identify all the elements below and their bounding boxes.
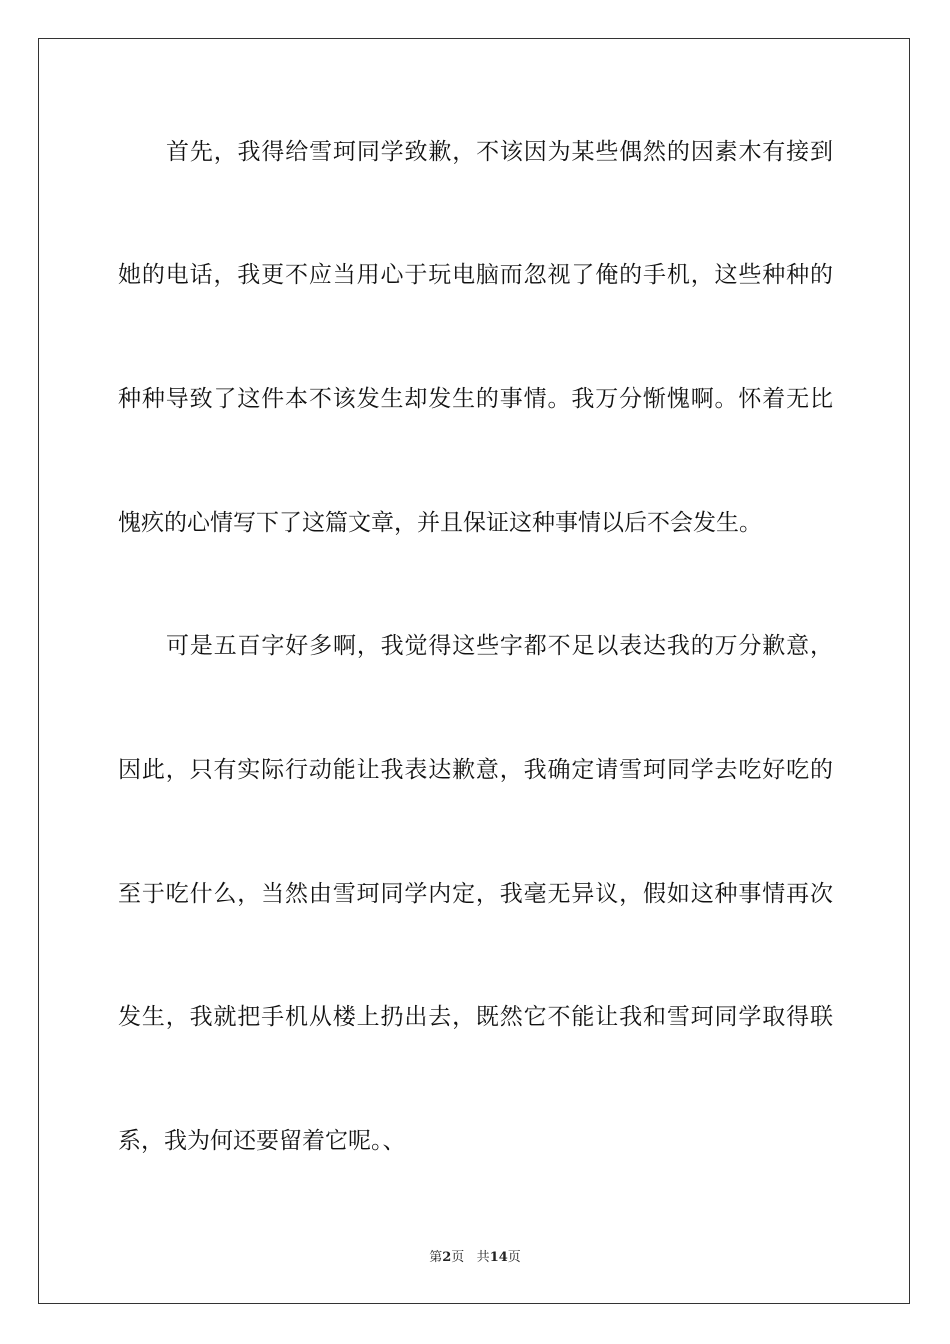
paragraph-1-line-1: 首先，我得给雪珂同学致歉，不该因为某些偶然的因素木有接到 <box>166 139 833 165</box>
paragraph-1-line-2: 她的电话，我更不应当用心于玩电脑而忽视了俺的手机，这些种种的 <box>118 262 833 288</box>
paragraph-1-line-3: 种种导致了这件本不该发生却发生的事情。我万分惭愧啊。怀着无比 <box>118 386 833 412</box>
page-suffix: 页 <box>451 1250 465 1265</box>
paragraph-2-line-4: 发生，我就把手机从楼上扔出去，既然它不能让我和雪珂同学取得联 <box>118 1004 833 1030</box>
paragraph-2-line-5: 系，我为何还要留着它呢。、 <box>118 1128 406 1154</box>
total-suffix: 页 <box>507 1250 521 1265</box>
page-number: 2 <box>442 1250 452 1265</box>
page-border <box>38 38 910 1304</box>
paragraph-2-line-2: 因此，只有实际行动能让我表达歉意，我确定请雪珂同学去吃好吃的 <box>118 757 833 783</box>
page-footer <box>0 1246 950 1265</box>
total-pages: 14 <box>489 1250 508 1265</box>
page-prefix: 第 <box>429 1250 443 1265</box>
paragraph-2-line-3: 至于吃什么，当然由雪珂同学内定，我毫无异议，假如这种事情再次 <box>118 881 833 907</box>
total-prefix: 共 <box>476 1250 490 1265</box>
paragraph-2-line-1: 可是五百字好多啊，我觉得这些字都不足以表达我的万分歉意， <box>166 633 833 659</box>
paragraph-1-line-4: 愧疚的心情写下了这篇文章，并且保证这种事情以后不会发生。 <box>118 510 762 536</box>
